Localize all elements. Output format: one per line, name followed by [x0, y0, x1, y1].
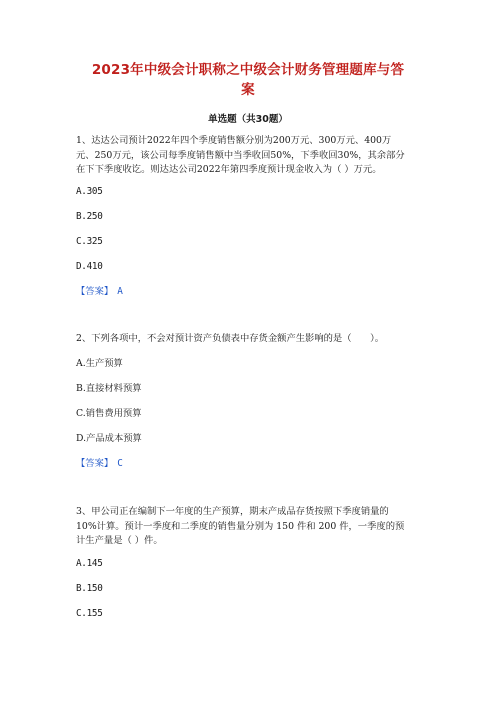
question-2-text — [76, 332, 422, 347]
question-text-line: 1、达达公司预计2022年四个季度销售额分别为200万元、300万元、400万 — [76, 135, 392, 146]
answer-value: A — [117, 286, 123, 297]
question-1-option-b: B.250 — [76, 211, 103, 222]
question-1-option-a: A.305 — [76, 186, 103, 197]
question-1-text — [76, 134, 422, 178]
document-title — [60, 60, 436, 100]
answer-label: 【答案】 — [76, 458, 114, 469]
question-1-answer — [76, 286, 123, 298]
question-3-option-c: C.155 — [76, 608, 103, 619]
document-title-line-2: 案 — [241, 82, 255, 98]
question-2-option-d: D.产品成本预算 — [76, 433, 142, 444]
question-2-answer — [76, 458, 123, 470]
question-text-line: 元、250万元，该公司每季度销售额中当季收回50%，下季收回30%，其余部分 — [76, 149, 405, 161]
question-3-option-a: A.145 — [76, 558, 103, 569]
question-text-line: 2、下列各项中，不会对预计资产负债表中存货金额产生影响的是（ ）。 — [76, 333, 385, 344]
answer-label: 【答案】 — [76, 286, 114, 297]
document-title-line-1: 2023年中级会计职称之中级会计财务管理题库与答 — [91, 62, 405, 78]
question-1-option-d: D.410 — [76, 261, 103, 272]
question-2-option-b: B.直接材料预算 — [76, 383, 142, 394]
question-text-line: 在下下季度收讫。则达达公司2022年第四季度预计现金收入为（ ）万元。 — [76, 164, 382, 175]
question-text-line: 3、甲公司正在编制下一年度的生产预算，期末产成品存货按照下季度销量的 — [76, 506, 389, 517]
answer-value: C — [117, 458, 123, 469]
section-heading: 单选题（共30题） — [208, 114, 288, 125]
question-3-text — [76, 505, 422, 549]
question-2-option-a: A.生产预算 — [76, 358, 123, 369]
question-1-option-c: C.325 — [76, 236, 103, 247]
question-3-option-b: B.150 — [76, 583, 103, 594]
question-2-option-c: C.销售费用预算 — [76, 408, 142, 419]
question-text-line: 10%计算。预计一季度和二季度的销售量分别为 150 件和 200 件，一季度的预 — [76, 520, 405, 532]
question-text-line: 计生产量是（ ）件。 — [76, 535, 163, 546]
